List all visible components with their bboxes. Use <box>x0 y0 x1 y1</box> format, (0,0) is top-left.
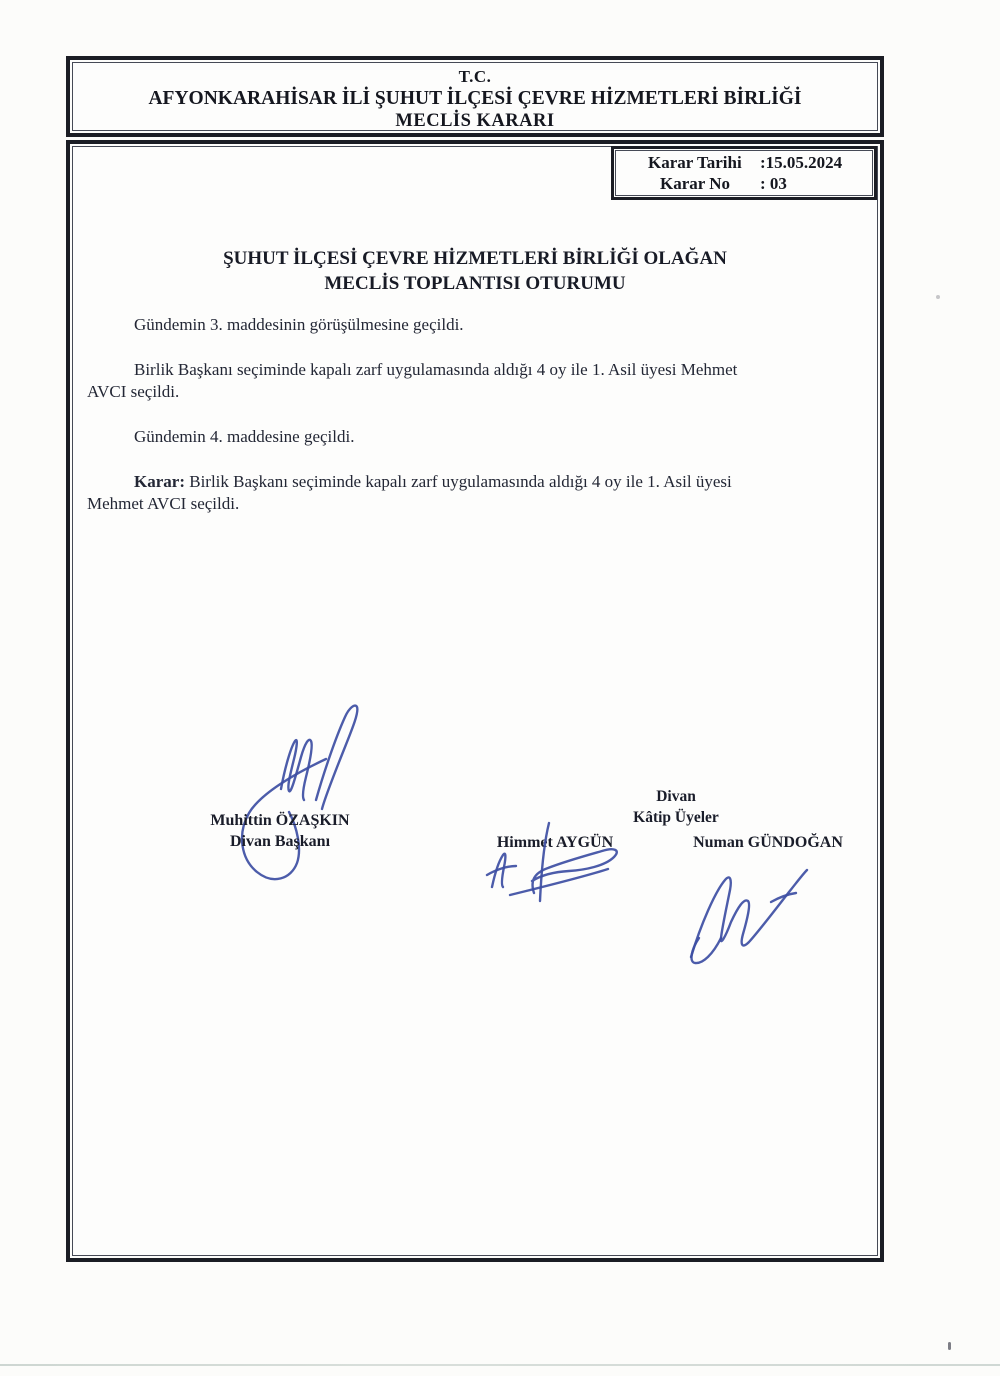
decision-date-label: Karar Tarihi <box>648 153 742 172</box>
paragraph-agenda-item-3: Gündemin 3. maddesinin görüşülmesine geçildi. <box>134 315 464 334</box>
clerk2-name: Numan GÜNDOĞAN <box>693 834 843 851</box>
document-header-box <box>66 56 884 137</box>
clerk1-signature-ink <box>482 815 627 905</box>
decision-number-value: : 03 <box>760 174 787 193</box>
clerks-header-line2: Kâtip Üyeler <box>633 809 719 826</box>
chairman-signature-block <box>180 810 380 852</box>
paragraph-election-result-line1: Birlik Başkanı seçiminde kapalı zarf uygulamasında aldığı 4 oy ile 1. Asil üyesi Mehmet <box>134 360 738 379</box>
document-title-line2: MECLİS TOPLANTISI OTURUMU <box>324 273 626 294</box>
decision-date-value: :15.05.2024 <box>760 153 843 172</box>
scan-artifact-dot <box>936 295 940 299</box>
scan-edge-line <box>0 1364 1000 1366</box>
header-organization-name: AFYONKARAHİSAR İLİ ŞUHUT İLÇESİ ÇEVRE HİZMETLERİ BİRLİĞİ <box>148 88 802 109</box>
decision-number-label: Karar No <box>660 174 731 193</box>
chairman-title: Divan Başkanı <box>229 833 331 850</box>
document-body-box <box>66 140 884 1262</box>
document-title-line1: ŞUHUT İLÇESİ ÇEVRE HİZMETLERİ BİRLİĞİ OLAĞAN <box>223 248 727 269</box>
scan-artifact-mark <box>948 1342 951 1350</box>
paragraph-agenda-item-4: Gündemin 4. maddesine geçildi. <box>134 427 355 446</box>
clerk1-name: Himmet AYGÜN <box>496 834 614 851</box>
decision-label: Karar: <box>134 472 185 491</box>
decision-text: Birlik Başkanı seçiminde kapalı zarf uygulamasında aldığı 4 oy ile 1. Asil üyesi <box>184 472 732 491</box>
paragraph-decision-line2: Mehmet AVCI seçildi. <box>87 494 240 513</box>
clerks-header-line1: Divan <box>656 788 696 805</box>
chairman-name: Muhittin ÖZAŞKIN <box>210 812 350 829</box>
paragraph-election-result-line2: AVCI seçildi. <box>87 382 180 401</box>
header-document-type: MECLİS KARARI <box>395 111 555 131</box>
header-republic-abbrev: T.C. <box>458 67 492 86</box>
signature-area <box>70 144 880 1258</box>
chairman-signature-ink <box>221 697 367 888</box>
clerk2-signature-ink <box>677 852 811 965</box>
